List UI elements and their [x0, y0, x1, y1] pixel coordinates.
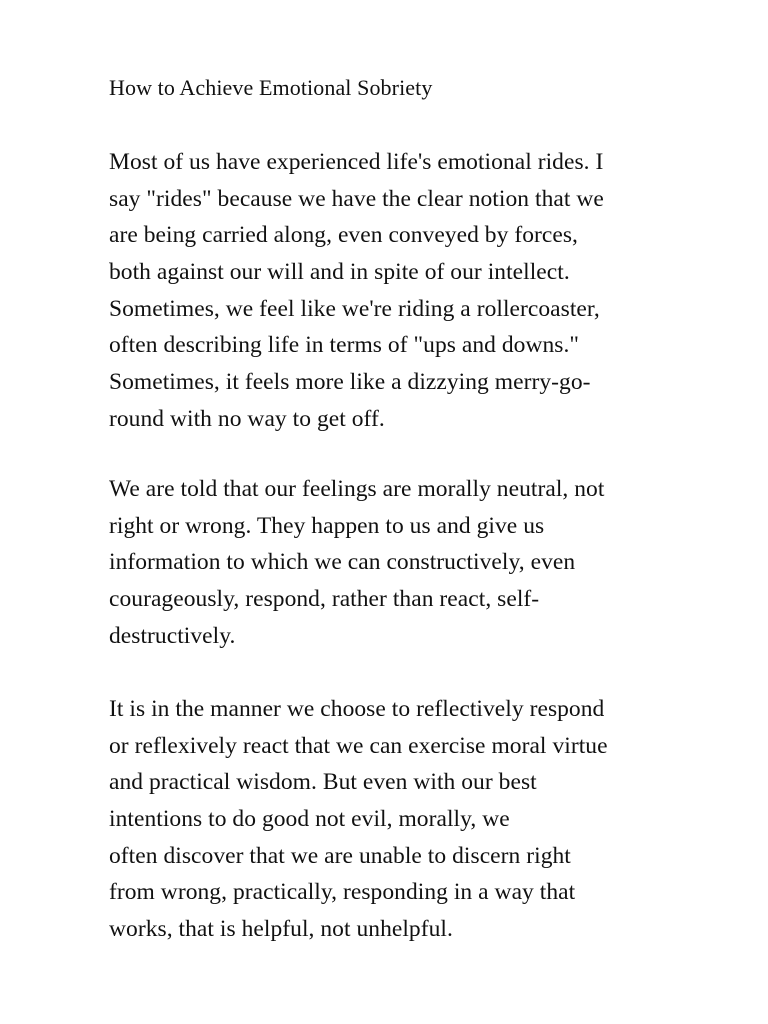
- paragraph-1: [109, 144, 604, 438]
- text-line: information to which we can constructively, even: [109, 549, 576, 576]
- text-line: round with no way to get off.: [109, 405, 385, 432]
- text-line: Sometimes, we feel like we're riding a rollercoaster,: [109, 295, 600, 322]
- paragraph-2: [109, 471, 604, 654]
- text-line: Sometimes, it feels more like a dizzying merry-go-: [109, 369, 591, 396]
- text-line: often describing life in terms of "ups and downs.": [109, 332, 580, 359]
- document-title: How to Achieve Emotional Sobriety: [109, 75, 433, 100]
- text-line: works, that is helpful, not unhelpful.: [109, 916, 453, 943]
- text-line: right or wrong. They happen to us and give us: [109, 512, 545, 539]
- text-line: destructively.: [109, 622, 236, 649]
- text-line: intentions to do good not evil, morally, we: [109, 806, 510, 833]
- text-line: It is in the manner we choose to reflectively respond: [109, 696, 605, 722]
- text-line: Most of us have experienced life's emotional rides. I: [109, 149, 604, 175]
- text-line: from wrong, practically, responding in a way that: [109, 879, 576, 906]
- text-line: We are told that our feelings are morally neutral, not: [109, 476, 605, 502]
- text-line: or reflexively react that we can exercise moral virtue: [109, 732, 608, 759]
- text-line: are being carried along, even conveyed by forces,: [109, 222, 578, 249]
- text-line: both against our will and in spite of our intellect.: [109, 259, 570, 286]
- text-line: say "rides" because we have the clear notion that we: [109, 185, 604, 212]
- text-line: courageously, respond, rather than react, self-: [109, 586, 540, 613]
- text-line: often discover that we are unable to discern right: [109, 842, 571, 869]
- paragraph-3: [109, 691, 608, 948]
- text-line: and practical wisdom. But even with our best: [109, 769, 537, 796]
